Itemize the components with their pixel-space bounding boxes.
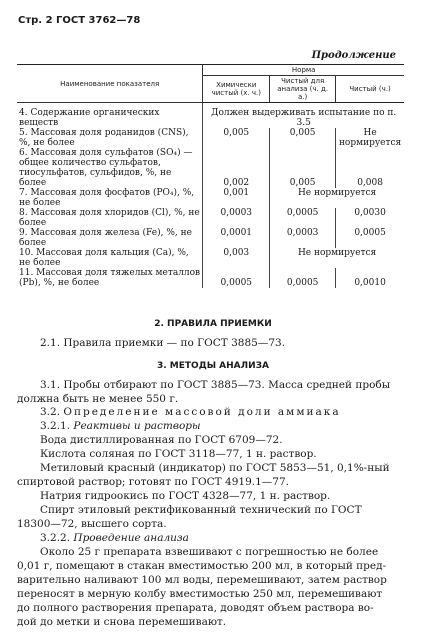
analysis-line-2: 0,01 г, помещают в стакан вместимостью 200 мл, в который пред-: [17, 560, 387, 572]
section-title-methods: 3. МЕТОДЫ АНАЛИЗА: [156, 361, 269, 371]
row-norm-span: Должен выдерживать испытание по п. 3.5: [203, 103, 404, 129]
table-row: [17, 248, 404, 268]
reagent-water: Вода дистиллированная по ГОСТ 6709—72.: [40, 434, 283, 446]
subsection-number: 3.2.2.: [40, 532, 71, 544]
column-header-ch: Чистый (ч.): [336, 76, 404, 103]
value-chda: 0,0001: [203, 228, 270, 248]
paragraph-3-1-line-2: должна быть не менее 550 г.: [17, 393, 179, 405]
value-chda: 0,001: [203, 188, 270, 208]
row-name: 4. Содержание органических веществ: [19, 108, 160, 128]
reagent-spirit-line-1: Спирт этиловый ректификованный технический по ГОСТ: [40, 504, 362, 516]
value-chda: 0,002: [203, 148, 270, 188]
reagent-acid: Кислота соляная по ГОСТ 3118—77, 1 н. раствор.: [40, 448, 317, 460]
table-row: [17, 128, 404, 148]
analysis-line-5: до полного растворения препарата, доводят объем раствора во-: [17, 602, 374, 614]
value-chda: 0,005: [203, 128, 270, 148]
subsection-3-2-1-heading: [40, 420, 201, 432]
value-chda: 0,0005: [203, 268, 270, 288]
column-header-norm: Норма: [203, 65, 404, 76]
paragraph-2-1: 2.1. Правила приемки — по ГОСТ 3885—73.: [40, 337, 286, 349]
value-ch: 0,008: [336, 148, 404, 188]
subsection-3-2-heading: [40, 406, 341, 418]
reagent-indicator-line-1: Метиловый красный (индикатор) по ГОСТ 5853—51, 0,1%-ный: [40, 462, 390, 474]
page-header: Стр. 2 ГОСТ 3762—78: [18, 15, 141, 26]
subsection-title: Реактивы и растворы: [73, 420, 201, 432]
subsection-title: Проведение анализа: [73, 532, 189, 544]
table-row: [17, 228, 404, 248]
section-title-acceptance: 2. ПРАВИЛА ПРИЕМКИ: [154, 319, 272, 329]
column-header-name: Наименование показателя: [17, 65, 203, 103]
row-name: 11. Массовая доля тяжелых металлов (Pb), %, не более: [19, 268, 201, 288]
table-row: [17, 103, 404, 129]
value-chda: 0,0003: [203, 208, 270, 228]
subsection-3-2-2-heading: [40, 532, 189, 544]
table-row: [17, 208, 404, 228]
row-name: 5. Массовая доля роданидов (CNS), %, не более: [19, 128, 189, 148]
row-name: 8. Массовая доля хлоридов (Cl), %, не более: [19, 208, 200, 228]
norms-table: [17, 64, 404, 288]
row-name: 10. Массовая доля кальция (Ca), %, не более: [19, 248, 189, 268]
subsection-number: 3.2.1.: [40, 420, 71, 432]
table-row: [17, 268, 404, 288]
row-name: 9. Массовая доля железа (Fe), %, не более: [19, 228, 192, 248]
continuation-label: Продолжение: [311, 50, 396, 61]
reagent-indicator-line-2: спиртовой раствор; готовят по ГОСТ 4919.1—77.: [17, 476, 289, 488]
value-chda: 0,003: [203, 248, 270, 268]
value-ch: 0,0010: [336, 268, 404, 288]
paragraph-3-1-line-1: 3.1. Пробы отбирают по ГОСТ 3885—73. Масса средней пробы: [40, 379, 391, 391]
subsection-title: Определение массовой доли аммиака: [63, 406, 341, 418]
analysis-line-1: Около 25 г препарата взвешивают с погрешностью не более: [40, 546, 379, 558]
value-ch: Не нормируется: [336, 128, 404, 148]
value-cha: 0,005: [270, 128, 336, 148]
analysis-line-3: варительно наливают 100 мл воды, перемешивают, затем раствор: [17, 574, 387, 586]
value-cha: 0,0005: [270, 268, 336, 288]
row-name: 6. Массовая доля сульфатов (SO₄) — общее количество сульфатов, тиосульфатов, сульфидов, %, не более: [19, 148, 193, 188]
reagent-hydroxide: Натрия гидроокись по ГОСТ 4328—77, 1 н. раствор.: [40, 490, 331, 502]
value-ch: 0,0005: [336, 228, 404, 248]
value-cha: 0,005: [270, 148, 336, 188]
reagent-spirit-line-2: 18300—72, высшего сорта.: [17, 518, 167, 530]
column-header-cha: Чистый для анализа (ч. д. а.): [270, 76, 336, 103]
row-norm-span: Не нормируется: [270, 248, 404, 268]
analysis-line-6: дой до метки и снова перемешивают.: [17, 616, 227, 628]
column-header-chda: Химически чистый (х. ч.): [203, 76, 270, 103]
analysis-line-4: переносят в мерную колбу вместимостью 250 мл, перемешивают: [17, 588, 383, 600]
value-cha: 0,0003: [270, 228, 336, 248]
value-cha: 0,0005: [270, 208, 336, 228]
subsection-number: 3.2.: [40, 406, 61, 418]
value-ch: 0,0030: [336, 208, 404, 228]
row-name: 7. Массовая доля фосфатов (PO₄), %, не более: [19, 188, 195, 208]
table-row: [17, 148, 404, 188]
row-norm-span: Не нормируется: [270, 188, 404, 208]
table-row: [17, 188, 404, 208]
